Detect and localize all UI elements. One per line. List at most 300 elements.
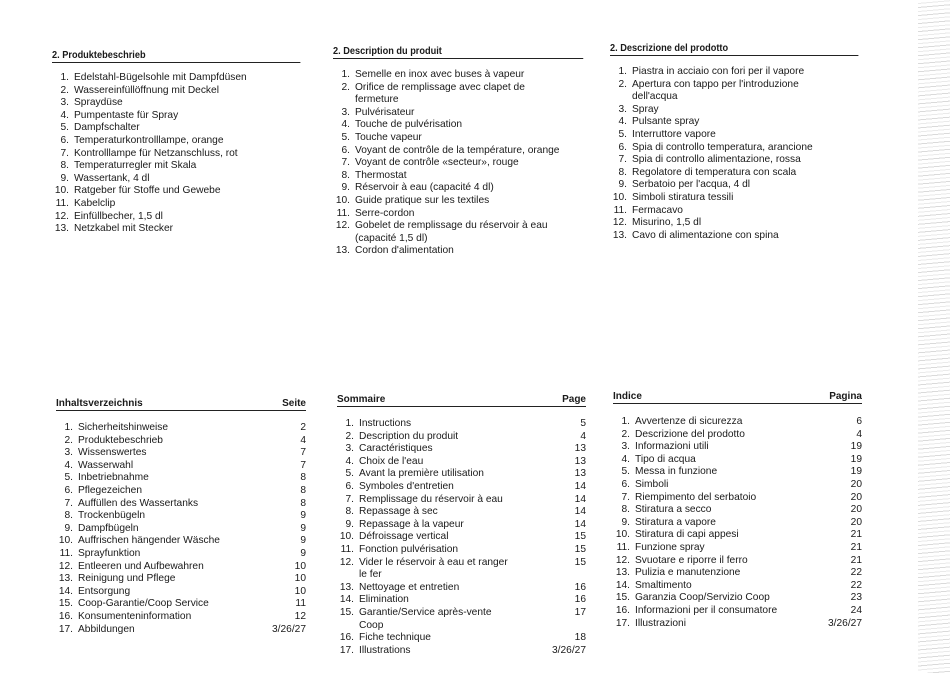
toc-number: 12. — [58, 560, 73, 572]
toc-page: 15 — [574, 556, 586, 568]
toc-page: 3/26/27 — [552, 644, 586, 656]
toc-number: 9. — [621, 516, 630, 528]
toc-row — [337, 607, 586, 632]
toc-number: 10. — [615, 529, 630, 541]
list-item-continuation — [610, 91, 870, 104]
toc-number: 17. — [58, 623, 73, 635]
item-number: 2. — [341, 81, 350, 93]
toc-header-fr — [337, 394, 586, 407]
item-text: Temperaturkontrolllampe, orange — [74, 134, 224, 146]
toc-entry: Illustrations — [359, 644, 411, 656]
list-item-continuation — [333, 94, 605, 107]
toc-page: 6 — [856, 416, 862, 427]
toc-row — [613, 479, 862, 492]
toc-row — [56, 624, 306, 637]
toc-entry: Fiche technique — [359, 632, 431, 644]
toc-entry: Reinigung und Pflege — [78, 573, 176, 585]
toc-entry: Stiratura a secco — [635, 504, 712, 516]
toc-entry: Wissenswertes — [78, 447, 147, 459]
toc-entry: Smaltimento — [635, 579, 692, 591]
list-item — [52, 198, 312, 211]
toc-row — [337, 594, 586, 607]
item-text: Gobelet de remplissage du réservoir à eau — [355, 220, 548, 232]
toc-entry: Messa in funzione — [635, 466, 718, 478]
toc-page: 20 — [850, 516, 862, 528]
toc-entry: Elimination — [359, 594, 409, 606]
toc-row — [337, 481, 586, 494]
item-text: Kontrolllampe für Netzanschluss, rot — [74, 147, 238, 159]
item-number: 8. — [341, 169, 350, 181]
item-number: 6. — [341, 144, 350, 156]
toc-entry: Avant la première utilisation — [359, 468, 484, 480]
toc-page: 4 — [580, 430, 586, 442]
item-number: 5. — [618, 128, 627, 140]
toc-number: 16. — [615, 604, 630, 616]
toc-number: 16. — [58, 610, 73, 622]
list-item — [333, 82, 605, 95]
toc-number: 8. — [621, 504, 630, 516]
toc-entry: Entsorgung — [78, 585, 131, 597]
item-number: 11. — [613, 204, 627, 216]
toc-page: 8 — [300, 484, 306, 496]
toc-page: 20 — [850, 491, 862, 503]
toc-number: 11. — [616, 541, 630, 553]
toc-entry: Pflegezeichen — [78, 484, 143, 496]
toc-row — [56, 510, 306, 523]
toc-page: 12 — [294, 610, 306, 622]
toc-number: 13. — [615, 567, 630, 579]
toc-page: 9 — [300, 522, 306, 534]
toc-entry: Tipo di acqua — [635, 453, 696, 465]
toc-page-label-it: Pagina — [829, 391, 862, 402]
toc-page: 19 — [850, 441, 862, 453]
toc-row — [56, 435, 306, 448]
toc-entry: Description du produit — [359, 430, 459, 442]
item-number: 7. — [60, 147, 69, 159]
toc-number: 13. — [339, 581, 354, 593]
item-text: Spia di controllo temperatura, arancione — [632, 141, 813, 153]
toc-entry: Stiratura a vapore — [635, 516, 716, 528]
toc-page: 8 — [300, 472, 306, 484]
item-number: 10. — [335, 194, 350, 206]
item-text: Regolatore di temperatura con scala — [632, 166, 797, 178]
toc-entry: Caractéristiques — [359, 443, 433, 455]
toc-entry: Instructions — [359, 418, 412, 429]
list-item — [333, 220, 605, 233]
toc-page: 20 — [850, 504, 862, 516]
list-item — [52, 173, 312, 186]
toc-row — [56, 598, 306, 611]
toc-number: 8. — [64, 510, 73, 522]
item-text: Voyant de contrôle «secteur», rouge — [355, 157, 519, 169]
item-text: Spray — [632, 103, 659, 115]
list-item — [610, 179, 870, 192]
item-number: 9. — [60, 172, 69, 184]
toc-number: 2. — [621, 428, 630, 440]
list-item — [333, 132, 605, 145]
item-text-continuation: fermeture — [355, 94, 399, 106]
toc-page: 9 — [300, 535, 306, 547]
list-item — [610, 104, 870, 117]
description-list-de — [52, 72, 312, 236]
toc-row — [613, 466, 862, 479]
toc-page: 9 — [300, 510, 306, 522]
item-text: Serbatoio per l'acqua, 4 dl — [632, 179, 751, 191]
toc-entry: Garanzia Coop/Servizio Coop — [635, 592, 770, 604]
toc-entry: Riempimento del serbatoio — [635, 491, 757, 503]
list-item — [610, 129, 870, 142]
toc-row — [613, 542, 862, 555]
toc-row — [337, 418, 586, 431]
toc-number: 15. — [615, 592, 630, 604]
item-number: 1. — [618, 66, 627, 77]
toc-entry: Choix de l'eau — [359, 455, 424, 467]
toc-page: 17 — [574, 606, 586, 618]
toc-entry: Informazioni utili — [635, 441, 709, 453]
toc-number: 1. — [64, 422, 73, 433]
toc-page: 9 — [300, 547, 306, 559]
toc-row — [337, 557, 586, 582]
toc-page: 7 — [300, 459, 306, 471]
toc-page: 22 — [850, 579, 862, 591]
toc-row — [613, 454, 862, 467]
toc-page: 10 — [294, 573, 306, 585]
toc-page: 14 — [574, 518, 586, 530]
toc-page: 3/26/27 — [828, 617, 862, 629]
item-number: 4. — [341, 119, 350, 131]
list-item — [333, 157, 605, 170]
toc-entry: Funzione spray — [635, 541, 705, 553]
toc-number: 6. — [621, 478, 630, 490]
toc-number: 3. — [621, 441, 630, 453]
list-item — [52, 97, 312, 110]
item-text: Piastra in acciaio con fori per il vapore — [632, 66, 805, 77]
toc-page: 18 — [574, 632, 586, 644]
toc-page: 23 — [850, 592, 862, 604]
toc-number: 3. — [345, 443, 354, 455]
toc-page: 19 — [850, 453, 862, 465]
toc-entry: Trockenbügeln — [78, 510, 146, 522]
toc-entry: Konsumenteninformation — [78, 610, 192, 622]
item-text: Touche de pulvérisation — [355, 119, 463, 131]
toc-row — [56, 447, 306, 460]
toc-page: 13 — [574, 443, 586, 455]
item-text: Pulvérisateur — [355, 106, 415, 118]
item-number: 5. — [341, 131, 350, 143]
toc-entry: Inbetriebnahme — [78, 472, 149, 484]
toc-number: 2. — [345, 430, 354, 442]
item-text: Touche vapeur — [355, 131, 422, 143]
item-text: Orifice de remplissage avec clapet de — [355, 81, 525, 93]
toc-row — [56, 422, 306, 435]
toc-entry: Auffüllen des Wassertanks — [78, 497, 199, 509]
list-item-continuation — [333, 233, 605, 246]
toc-page-label-de: Seite — [282, 398, 306, 409]
item-text: Réservoir à eau (capacité 4 dl) — [355, 182, 494, 194]
item-number: 12. — [335, 220, 350, 232]
toc-number: 10. — [58, 535, 73, 547]
toc-number: 4. — [64, 459, 73, 471]
description-list-it — [610, 66, 870, 242]
toc-header-de — [56, 398, 306, 411]
toc-number: 12. — [615, 554, 630, 566]
list-item — [333, 170, 605, 183]
scan-edge-noise — [918, 0, 950, 673]
toc-row — [56, 561, 306, 574]
item-number: 3. — [60, 97, 69, 109]
list-item — [52, 185, 312, 198]
toc-row — [337, 431, 586, 444]
toc-page: 10 — [294, 585, 306, 597]
item-text-continuation: dell'acqua — [632, 91, 678, 103]
toc-page: 2 — [300, 422, 306, 433]
toc-entry: Dampfbügeln — [78, 522, 139, 534]
toc-row — [56, 460, 306, 473]
toc-page: 13 — [574, 455, 586, 467]
toc-page: 14 — [574, 506, 586, 518]
toc-title-it: Indice — [613, 391, 642, 402]
toc-page: 16 — [574, 594, 586, 606]
item-number: 4. — [60, 109, 69, 121]
item-text: Pulsante spray — [632, 116, 700, 128]
toc-page: 15 — [574, 543, 586, 555]
toc-row — [56, 498, 306, 511]
toc-entry: Repassage à la vapeur — [359, 518, 464, 530]
toc-entry: Avvertenze di sicurezza — [635, 416, 743, 427]
list-item — [333, 245, 605, 258]
list-item — [52, 148, 312, 161]
toc-page: 5 — [580, 418, 586, 429]
toc-number: 7. — [345, 493, 354, 505]
toc-row — [613, 605, 862, 618]
item-text: Wassereinfüllöffnung mit Deckel — [74, 84, 219, 96]
list-item — [52, 85, 312, 98]
toc-entry: Sicherheitshinweise — [78, 422, 169, 433]
toc-title-fr: Sommaire — [337, 394, 386, 405]
toc-header-it — [613, 391, 862, 404]
item-text-continuation: (capacité 1,5 dl) — [355, 232, 428, 244]
toc-row — [613, 529, 862, 542]
list-item — [610, 217, 870, 230]
item-number: 8. — [60, 160, 69, 172]
list-item — [333, 208, 605, 221]
toc-entry: Nettoyage et entretien — [359, 581, 460, 593]
list-item — [610, 142, 870, 155]
toc-row — [337, 456, 586, 469]
toc-page: 19 — [850, 466, 862, 478]
item-text: Interruttore vapore — [632, 128, 716, 140]
toc-row — [56, 548, 306, 561]
toc-page: 21 — [850, 554, 862, 566]
item-text: Kabelclip — [74, 197, 116, 209]
list-item — [52, 135, 312, 148]
toc-entry: Illustrazioni — [635, 617, 686, 629]
toc-row — [337, 494, 586, 507]
item-text: Misurino, 1,5 dl — [632, 217, 702, 229]
toc-page: 16 — [574, 581, 586, 593]
item-number: 2. — [618, 78, 627, 90]
toc-page: 21 — [850, 541, 862, 553]
list-item — [52, 122, 312, 135]
toc-entry: Svuotare e riporre il ferro — [635, 554, 748, 566]
item-text: Cavo di alimentazione con spina — [632, 229, 779, 241]
toc-number: 9. — [64, 522, 73, 534]
item-text: Pumpentaste für Spray — [74, 109, 179, 121]
toc-row — [613, 618, 862, 631]
item-number: 3. — [341, 106, 350, 118]
toc-number: 14. — [339, 594, 354, 606]
toc-row — [613, 517, 862, 530]
toc-number: 11. — [340, 543, 354, 555]
toc-number: 17. — [615, 617, 630, 629]
toc-row — [337, 519, 586, 532]
toc-number: 5. — [621, 466, 630, 478]
toc-entry: Descrizione del prodotto — [635, 428, 745, 440]
item-text: Voyant de contrôle de la température, orange — [355, 144, 560, 156]
toc-row — [613, 567, 862, 580]
toc-number: 14. — [58, 585, 73, 597]
item-text: Einfüllbecher, 1,5 dl — [74, 210, 163, 222]
item-number: 5. — [60, 122, 69, 134]
toc-page: 15 — [574, 531, 586, 543]
item-text: Cordon d'alimentation — [355, 245, 454, 257]
toc-number: 12. — [339, 556, 354, 568]
toc-entry: Pulizia e manutenzione — [635, 567, 741, 579]
item-text: Serre-cordon — [355, 207, 415, 219]
list-item — [333, 182, 605, 195]
toc-entry: Défroissage vertical — [359, 531, 449, 543]
toc-row — [56, 573, 306, 586]
list-item — [333, 107, 605, 120]
toc-row — [613, 504, 862, 517]
list-item — [52, 110, 312, 123]
item-text: Semelle en inox avec buses à vapeur — [355, 69, 525, 80]
toc-entry: Produktebeschrieb — [78, 434, 163, 446]
toc-entry: Vider le réservoir à eau et ranger le fer — [359, 556, 508, 581]
item-number: 12. — [612, 217, 627, 229]
toc-page: 21 — [850, 529, 862, 541]
toc-number: 10. — [339, 531, 354, 543]
list-item — [52, 160, 312, 173]
item-number: 6. — [60, 134, 69, 146]
item-number: 1. — [341, 69, 350, 80]
toc-row — [337, 645, 586, 658]
toc-page: 11 — [295, 598, 306, 610]
item-text: Fermacavo — [632, 204, 683, 216]
list-item — [610, 154, 870, 167]
list-item — [610, 116, 870, 129]
item-text: Thermostat — [355, 169, 407, 181]
toc-entry: Repassage à sec — [359, 506, 438, 518]
toc-number: 9. — [345, 518, 354, 530]
item-number: 7. — [618, 154, 627, 166]
toc-entry: Wasserwahl — [78, 459, 134, 471]
toc-number: 7. — [621, 491, 630, 503]
section-title-description-fr: 2. Description du produit — [333, 46, 583, 59]
toc-entry: Garantie/Service après-vente Coop — [359, 606, 492, 631]
toc-number: 16. — [339, 632, 354, 644]
toc-page: 8 — [300, 497, 306, 509]
item-text: Apertura con tappo per l'introduzione — [632, 78, 799, 90]
toc-entry: Symboles d'entretien — [359, 480, 454, 492]
item-number: 11. — [336, 207, 350, 219]
item-number: 4. — [618, 116, 627, 128]
toc-row — [56, 472, 306, 485]
item-number: 7. — [341, 157, 350, 169]
toc-list-de — [56, 422, 306, 636]
toc-entry: Coop-Garantie/Coop Service — [78, 598, 209, 610]
item-text: Guide pratique sur les textiles — [355, 194, 490, 206]
toc-row — [613, 555, 862, 568]
toc-number: 1. — [345, 418, 354, 429]
section-title-description-de: 2. Produktebeschrieb — [52, 50, 300, 63]
toc-number: 6. — [64, 484, 73, 496]
toc-number: 14. — [615, 579, 630, 591]
item-text: Netzkabel mit Stecker — [74, 223, 174, 235]
toc-row — [613, 592, 862, 605]
toc-page: 14 — [574, 480, 586, 492]
section-title-description-it: 2. Descrizione del prodotto — [610, 43, 858, 56]
toc-row — [337, 544, 586, 557]
list-item — [610, 230, 870, 243]
toc-list-fr — [337, 418, 586, 657]
toc-row — [337, 506, 586, 519]
toc-row — [56, 586, 306, 599]
list-item — [610, 167, 870, 180]
item-text: Ratgeber für Stoffe und Gewebe — [74, 185, 221, 197]
toc-number: 8. — [345, 506, 354, 518]
list-item — [610, 205, 870, 218]
item-text: Spraydüse — [74, 97, 123, 109]
item-number: 9. — [341, 182, 350, 194]
toc-row — [613, 429, 862, 442]
toc-number: 6. — [345, 480, 354, 492]
list-item — [52, 72, 312, 85]
description-list-fr — [333, 69, 605, 258]
toc-entry: Stiratura di capi appesi — [635, 529, 739, 541]
toc-row — [56, 485, 306, 498]
list-item — [52, 223, 312, 236]
toc-number: 5. — [345, 468, 354, 480]
item-number: 10. — [612, 191, 627, 203]
toc-page: 22 — [850, 567, 862, 579]
toc-row — [337, 443, 586, 456]
toc-entry: Sprayfunktion — [78, 547, 141, 559]
item-text: Wassertank, 4 dl — [74, 172, 150, 184]
toc-page: 13 — [574, 468, 586, 480]
toc-entry: Simboli — [635, 478, 669, 490]
toc-page: 4 — [300, 434, 306, 446]
list-item — [333, 195, 605, 208]
item-number: 10. — [54, 185, 69, 197]
toc-page: 10 — [294, 560, 306, 572]
toc-page: 4 — [856, 428, 862, 440]
item-text: Edelstahl-Bügelsohle mit Dampfdüsen — [74, 72, 247, 83]
toc-page: 24 — [850, 604, 862, 616]
toc-list-it — [613, 416, 862, 630]
toc-number: 13. — [58, 573, 73, 585]
list-item — [333, 119, 605, 132]
toc-number: 7. — [64, 497, 73, 509]
toc-number: 4. — [621, 453, 630, 465]
toc-row — [56, 611, 306, 624]
toc-page: 7 — [300, 447, 306, 459]
toc-number: 15. — [58, 598, 73, 610]
list-item — [610, 79, 870, 92]
toc-row — [337, 468, 586, 481]
toc-row — [337, 632, 586, 645]
item-number: 2. — [60, 84, 69, 96]
